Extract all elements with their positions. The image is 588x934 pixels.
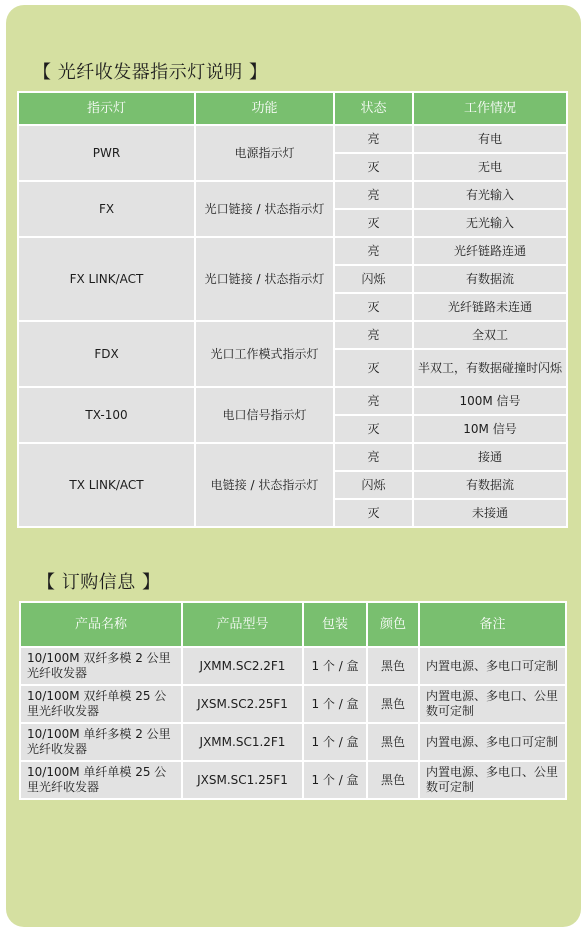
light-name: FDX — [18, 321, 195, 387]
desc-cell: 半双工，有数据碰撞时闪烁 — [413, 349, 567, 387]
table-row — [20, 685, 566, 723]
light-function: 电链接 / 状态指示灯 — [195, 443, 334, 527]
product-name: 10/100M 双纤单模 25 公里光纤收发器 — [20, 685, 182, 723]
desc-cell: 100M 信号 — [413, 387, 567, 415]
desc-cell: 接通 — [413, 443, 567, 471]
header-work-status: 工作情况 — [413, 92, 567, 125]
header-function: 功能 — [195, 92, 334, 125]
state-cell: 亮 — [334, 125, 413, 153]
state-cell: 灭 — [334, 209, 413, 237]
light-function: 电源指示灯 — [195, 125, 334, 181]
product-color: 黑色 — [367, 685, 419, 723]
product-package: 1 个 / 盒 — [303, 761, 367, 799]
header-remark: 备注 — [419, 602, 566, 647]
desc-cell: 10M 信号 — [413, 415, 567, 443]
header-package: 包装 — [303, 602, 367, 647]
state-cell: 灭 — [334, 349, 413, 387]
light-function: 光口工作模式指示灯 — [195, 321, 334, 387]
header-indicator: 指示灯 — [18, 92, 195, 125]
desc-cell: 有电 — [413, 125, 567, 153]
product-model: JXMM.SC1.2F1 — [182, 723, 303, 761]
desc-cell: 光纤链路连通 — [413, 237, 567, 265]
header-state: 状态 — [334, 92, 413, 125]
desc-cell: 全双工 — [413, 321, 567, 349]
state-cell: 亮 — [334, 321, 413, 349]
state-cell: 灭 — [334, 499, 413, 527]
indicator-section-title: 【 光纤收发器指示灯说明 】 — [33, 62, 268, 83]
desc-cell: 有光输入 — [413, 181, 567, 209]
table-row — [18, 181, 567, 209]
product-model: JXMM.SC2.2F1 — [182, 647, 303, 685]
order-header-row — [20, 602, 566, 647]
light-function: 电口信号指示灯 — [195, 387, 334, 443]
product-package: 1 个 / 盒 — [303, 685, 367, 723]
product-name: 10/100M 单纤多模 2 公里光纤收发器 — [20, 723, 182, 761]
desc-cell: 无电 — [413, 153, 567, 181]
state-cell: 闪烁 — [334, 265, 413, 293]
desc-cell: 有数据流 — [413, 471, 567, 499]
state-cell: 亮 — [334, 237, 413, 265]
table-row — [20, 647, 566, 685]
product-model: JXSM.SC2.25F1 — [182, 685, 303, 723]
desc-cell: 有数据流 — [413, 265, 567, 293]
indicator-header-row — [18, 92, 567, 125]
header-product-name: 产品名称 — [20, 602, 182, 647]
indicator-table — [17, 91, 568, 528]
light-name: FX — [18, 181, 195, 237]
table-row — [18, 237, 567, 265]
light-name: PWR — [18, 125, 195, 181]
state-cell: 灭 — [334, 293, 413, 321]
light-function: 光口链接 / 状态指示灯 — [195, 237, 334, 321]
product-name: 10/100M 单纤单模 25 公里光纤收发器 — [20, 761, 182, 799]
desc-cell: 光纤链路未连通 — [413, 293, 567, 321]
product-remark: 内置电源、多电口、公里数可定制 — [419, 761, 566, 799]
product-color: 黑色 — [367, 647, 419, 685]
table-row — [20, 723, 566, 761]
product-name: 10/100M 双纤多模 2 公里光纤收发器 — [20, 647, 182, 685]
state-cell: 亮 — [334, 181, 413, 209]
state-cell: 灭 — [334, 415, 413, 443]
table-row — [18, 443, 567, 471]
state-cell: 灭 — [334, 153, 413, 181]
light-name: TX LINK/ACT — [18, 443, 195, 527]
product-model: JXSM.SC1.25F1 — [182, 761, 303, 799]
table-row — [18, 387, 567, 415]
product-package: 1 个 / 盒 — [303, 647, 367, 685]
header-color: 颜色 — [367, 602, 419, 647]
table-row — [18, 321, 567, 349]
product-color: 黑色 — [367, 723, 419, 761]
product-color: 黑色 — [367, 761, 419, 799]
desc-cell: 未接通 — [413, 499, 567, 527]
light-name: FX LINK/ACT — [18, 237, 195, 321]
table-row — [20, 761, 566, 799]
product-remark: 内置电源、多电口、公里数可定制 — [419, 685, 566, 723]
product-package: 1 个 / 盒 — [303, 723, 367, 761]
product-remark: 内置电源、多电口可定制 — [419, 723, 566, 761]
state-cell: 亮 — [334, 387, 413, 415]
header-product-model: 产品型号 — [182, 602, 303, 647]
order-section-title: 【 订购信息 】 — [37, 572, 161, 593]
desc-cell: 无光输入 — [413, 209, 567, 237]
state-cell: 闪烁 — [334, 471, 413, 499]
light-function: 光口链接 / 状态指示灯 — [195, 181, 334, 237]
table-row — [18, 125, 567, 153]
product-remark: 内置电源、多电口可定制 — [419, 647, 566, 685]
light-name: TX-100 — [18, 387, 195, 443]
order-table — [19, 601, 567, 800]
state-cell: 亮 — [334, 443, 413, 471]
